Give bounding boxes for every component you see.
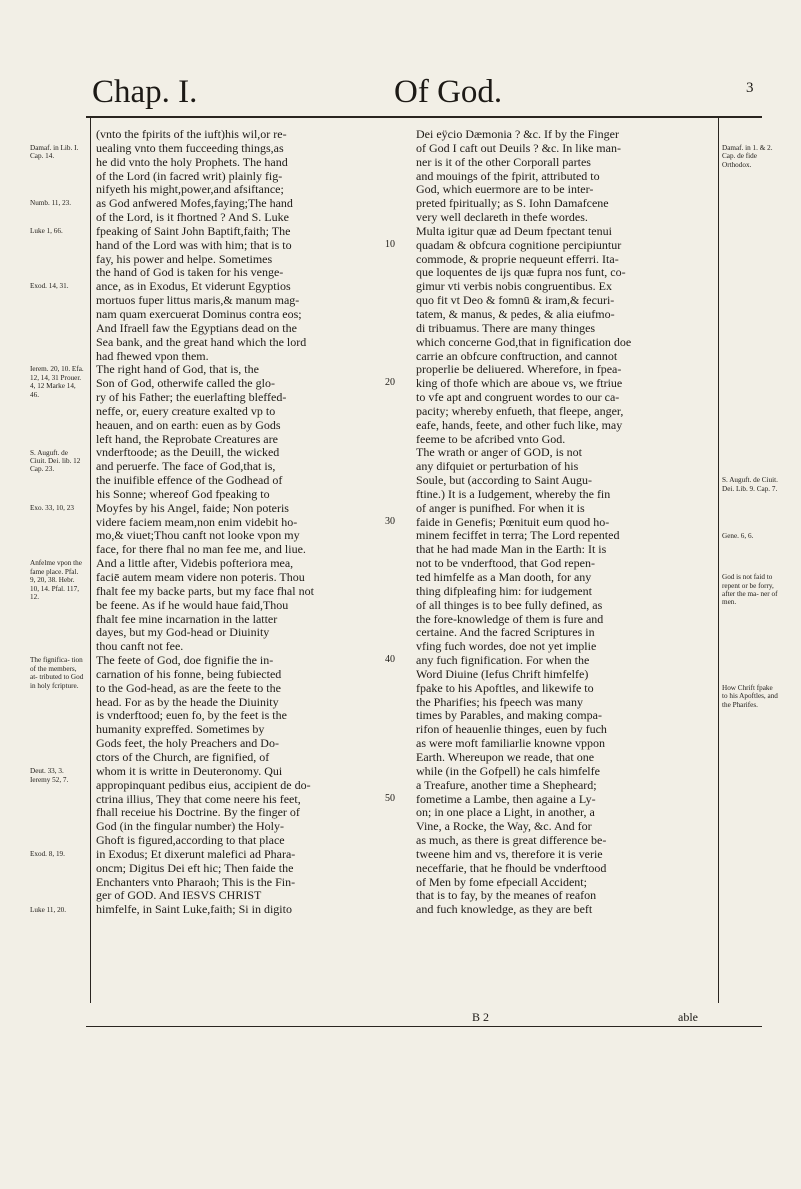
text-line: Enchanters vnto Pharaoh; This is the Fin- xyxy=(96,875,296,889)
margin-note: The fignifica- tion of the members, at- tributed to God in holy fcripture. xyxy=(30,656,84,690)
text-line: carnation of his fonne, being fubiected xyxy=(96,667,282,681)
text-line: Vine, a Rocke, the Way, &c. And for xyxy=(416,820,592,834)
right-text-column xyxy=(416,128,712,917)
text-line: fay, his power and helpe. Sometimes xyxy=(96,252,273,266)
text-line: eafe, hands, feete, and other fuch like, may xyxy=(416,418,623,432)
text-line: tatem, & manus, & pedes, & alia eiufmo- xyxy=(416,307,615,321)
text-line: ctors of the Church, are fignified, of xyxy=(96,750,270,764)
text-line: oncm; Digitus Dei eft hic; Then faide the xyxy=(96,861,294,875)
text-line: Gods feet, the holy Preachers and Do- xyxy=(96,737,279,751)
text-line: which concerne God,that in fignification doe xyxy=(416,335,632,349)
text-line: Moyfes by his Angel, faide; Non poteris xyxy=(96,501,289,515)
margin-note: How Chrift fpake to his Apoftles, and the Pharifes. xyxy=(722,684,778,709)
text-line: mo,& viuet;Thou canft not looke vpon my xyxy=(96,529,300,543)
text-line: quo fit vt Deo & fomnū & iram,& fecuri- xyxy=(416,294,615,308)
page-number: 3 xyxy=(746,80,754,96)
chapter-heading: Chap. I. xyxy=(92,74,198,110)
text-line: to the God-head, as are the feete to the xyxy=(96,681,281,695)
text-line: nam quam exercuerat Dominus contra eos; xyxy=(96,307,302,321)
text-line: commode, & proprie nequeunt efferri. Ita- xyxy=(416,252,619,266)
right-margin-rule xyxy=(718,118,719,1003)
text-line: times by Parables, and making compa- xyxy=(416,709,602,723)
text-line: hand of the Lord was with him; that is to xyxy=(96,238,292,252)
line-number: 50 xyxy=(385,792,395,804)
text-line: ted himfelfe as a Man dooth, for any xyxy=(416,571,592,584)
text-line: Ghoft is figured,according to that place xyxy=(96,834,285,848)
text-line: heauen, and on earth: euen as by Gods xyxy=(96,418,281,432)
text-line: fhalt fee my backe parts, but my face fhal not xyxy=(96,584,314,598)
text-line: he did vnto the holy Prophets. The hand xyxy=(96,155,288,169)
margin-note: Gene. 6, 6. xyxy=(722,531,754,540)
text-line: that is to fay, by the meanes of reafon xyxy=(416,889,597,903)
text-line: as much, as there is great difference be- xyxy=(416,834,607,848)
text-line: appropinquant pedibus eius, accipient de do- xyxy=(96,778,311,792)
header-rule xyxy=(86,116,762,118)
text-line: fhalt fee mine incarnation in the latter xyxy=(96,612,278,626)
text-line: and fuch knowledge, as they are beft xyxy=(416,903,593,917)
text-line: feeme to be afcribed vnto God. xyxy=(416,432,566,446)
text-line: as were moft familiarlie knowne vppon xyxy=(416,737,605,751)
text-line: que loquentes de ijs quæ fupra nos funt, co- xyxy=(416,266,626,280)
text-line: God, which euermore are to be inter- xyxy=(416,183,594,197)
text-line: whom it is writte in Deuteronomy. Qui xyxy=(96,764,283,778)
text-line: fpeaking of Saint John Baptift,faith; The xyxy=(96,224,291,238)
margin-note: Luke 1, 66. xyxy=(30,226,63,235)
text-line: very well declareth in thefe wordes. xyxy=(416,211,588,225)
text-line: uealing vnto them fucceeding things,as xyxy=(96,141,284,155)
text-line: gimur vti verbis nobis congruentibus. Ex xyxy=(416,280,612,294)
text-line: the fore-knowledge of them is fure and xyxy=(416,612,604,626)
margin-note: S. Auguft. de Ciuit. Dei. lib. 12 Cap. 23. xyxy=(30,448,81,474)
text-line: thou canft not fee. xyxy=(96,640,184,654)
margin-note: Exod. 8, 19. xyxy=(30,850,65,859)
margin-note: Damaf. in 1. & 2. Cap. de fide Orthodox. xyxy=(722,143,773,169)
text-line: in Exodus; Et dixerunt malefici ad Phara- xyxy=(96,847,296,861)
text-line: that he had made Man in the Earth: It is xyxy=(416,543,607,557)
text-line: fpake to his Apoftles, and likewife to xyxy=(416,681,594,695)
text-line: Sea bank, and the great hand which the lord xyxy=(96,335,307,349)
text-line: himfelfe, in Saint Luke,faith; Si in digito xyxy=(96,903,292,917)
text-line: Dei eÿcio Dæmonia ? &c. If by the Finger xyxy=(416,128,619,141)
text-line: ance, as in Exodus, Et viderunt Egyptios xyxy=(96,280,291,294)
text-line: neffe, or, euery creature exalted vp to xyxy=(96,404,276,418)
margin-note: Exod. 14, 31. xyxy=(30,282,69,291)
text-line: any difquiet or perturbation of his xyxy=(416,460,579,474)
text-line: king of thofe which are aboue vs, we ftriue xyxy=(416,377,623,391)
page-title: Of God. xyxy=(394,74,503,110)
text-line: while (in the Gofpell) he cals himfelfe xyxy=(416,764,600,778)
text-line: dayes, but my God-head or Diuinity xyxy=(96,626,270,640)
text-line: neceffarie, that he fhould be vnderftood xyxy=(416,861,607,875)
text-line: Son of God, otherwife called the glo- xyxy=(96,377,275,391)
text-line: carrie an obfcure conftruction, and cannot xyxy=(416,349,618,363)
text-line: a Treafure, another time a Shepheard; xyxy=(416,778,597,792)
text-line: faide in Genefis; Pœnituit eum quod ho- xyxy=(416,515,610,529)
text-line: not to be vnderftood, that God repen- xyxy=(416,557,595,571)
running-header xyxy=(86,72,761,114)
text-line: Soule, but (according to Saint Augu- xyxy=(416,474,592,488)
text-line: and mouings of the fpirit, attributed to xyxy=(416,169,600,183)
text-line: ger of GOD. And IESVS CHRIST xyxy=(96,889,262,903)
text-line: vfing fuch wordes, doe not yet implie xyxy=(416,640,597,654)
margin-note: Damaf. in Lib. I. Cap. 14. xyxy=(30,143,79,161)
left-margin-rule xyxy=(90,118,91,1003)
text-line: di tribuamus. There are many thinges xyxy=(416,321,596,335)
margin-note: Ierem. 20, 10. Efa. 12, 14, 31 Prouer. 4, 12 Marke 14, 46. xyxy=(30,365,84,399)
text-line: the inuifible effence of the Godhead of xyxy=(96,474,283,488)
text-line: The right hand of God, that is, the xyxy=(96,363,259,377)
text-line: ctrina illius, They that come neere his feet, xyxy=(96,792,301,806)
text-line: fometime a Lambe, then againe a Ly- xyxy=(416,792,596,806)
text-line: ner is it of the other Corporall partes xyxy=(416,155,591,169)
catchword: able xyxy=(678,1010,698,1024)
text-line: vnderftoode; as the Deuill, the wicked xyxy=(96,446,280,460)
text-line: head. For as by the heade the Diuinity xyxy=(96,695,279,709)
text-line: And Ifraell faw the Egyptians dead on the xyxy=(96,321,297,335)
margin-note: Numb. 11, 23. xyxy=(30,199,72,208)
line-number: 20 xyxy=(385,377,395,389)
text-line: as God anfwered Mofes,faying;The hand xyxy=(96,197,293,211)
text-line: The feete of God, doe fignifie the in- xyxy=(96,654,274,668)
text-line: of the Lord (in facred writ) plainly fig- xyxy=(96,169,283,183)
text-line: the hand of God is taken for his venge- xyxy=(96,266,284,280)
text-line: Earth. Whereupon we reade, that one xyxy=(416,750,595,764)
footer-rule xyxy=(86,1026,762,1027)
text-line: mortuos fuper littus maris,& manum mag- xyxy=(96,294,300,308)
text-line: left hand, the Reprobate Creatures are xyxy=(96,432,278,446)
text-line: the Pharifies; his fpeech was many xyxy=(416,695,583,709)
text-line: any fuch fignification. For when the xyxy=(416,654,590,668)
margin-note: Anfelme vpon the fame place. Pfal. 9, 20, 38. Hebr. 10, 14. Pfal. 117, 12. xyxy=(30,559,82,601)
text-line: of Men by fome efpeciall Accident; xyxy=(416,875,587,889)
text-line: minem feciffet in terra; The Lord repented xyxy=(416,529,620,543)
margin-note: Luke 11, 20. xyxy=(30,905,67,914)
text-line: ftine.) It is a Iudgement, whereby the fin xyxy=(416,487,611,501)
text-line: thing difpleafing him: for iudgement xyxy=(416,584,592,598)
margin-note: S. Auguft. de Ciuit. Dei. Lib. 9. Cap. 7. xyxy=(722,476,778,493)
text-line: be feene. As if he would haue faid,Thou xyxy=(96,598,289,612)
text-line: rifon of heauenlie thinges, euen by fuch xyxy=(416,723,607,737)
text-line: face, for there fhal no man fee me, and liue. xyxy=(96,543,306,557)
margin-note: Exo. 33, 10, 23 xyxy=(30,503,74,512)
text-line: of all thinges is to bee fully defined, as xyxy=(416,598,603,612)
text-line: humanity expreffed. Sometimes by xyxy=(96,723,265,737)
text-line: (vnto the fpirits of the iuft)his wil,or re- xyxy=(96,128,287,141)
text-line: on; in one place a Light, in another, a xyxy=(416,806,595,820)
text-line: God (in the fingular number) the Holy- xyxy=(96,820,284,834)
text-line: ry of his Father; the euerlafting bleffed- xyxy=(96,391,287,405)
text-line: nifyeth his might,power,and afsiftance; xyxy=(96,183,284,197)
left-text-column xyxy=(96,128,380,917)
text-line: And a little after, Videbis pofteriora mea, xyxy=(96,557,294,571)
text-line: preted fpiritually; as S. Iohn Damafcene xyxy=(416,197,609,211)
line-number: 10 xyxy=(385,238,395,250)
text-line: videre faciem meam,non enim videbit ho- xyxy=(96,515,298,529)
text-line: to vfe apt and congruent wordes to our ca- xyxy=(416,391,620,405)
text-line: properlie be deliuered. Wherefore, in fpea- xyxy=(416,363,622,377)
text-line: Multa igitur quæ ad Deum fpectant tenui xyxy=(416,224,612,238)
text-line: of anger is punifhed. For when it is xyxy=(416,501,585,515)
text-line: Word Diuine (Iefus Chrift himfelfe) xyxy=(416,667,589,681)
margin-note: Deut. 33, 3. Ieremy 52, 7. xyxy=(30,767,69,784)
signature-mark: B 2 xyxy=(472,1010,490,1024)
text-line: certaine. And the facred Scriptures in xyxy=(416,626,595,640)
text-line: is vnderftood; euen fo, by the feet is the xyxy=(96,709,287,723)
text-line: The wrath or anger of GOD, is not xyxy=(416,446,582,460)
text-line: fhall receiue his Doctrine. By the finger of xyxy=(96,806,300,820)
text-line: and peruerfe. The face of God,that is, xyxy=(96,460,276,474)
text-line: of the Lord, is it fhortned ? And S. Luke xyxy=(96,211,289,225)
text-line: tweene him and vs, therefore it is verie xyxy=(416,847,603,861)
line-number: 30 xyxy=(385,515,395,527)
text-line: quadam & obfcura cognitione percipiuntur xyxy=(416,238,622,252)
text-line: pacity; whereby enfueth, that fleepe, anger, xyxy=(416,404,624,418)
text-line: of God I caft out Deuils ? &c. In like man- xyxy=(416,141,621,155)
text-line: his Sonne; whereof God fpeaking to xyxy=(96,487,270,501)
text-line: had fhewed vpon them. xyxy=(96,349,209,363)
text-line: faciē autem meam videre non poteris. Thou xyxy=(96,571,305,584)
line-number: 40 xyxy=(385,654,395,666)
margin-note: God is not faid to repent or be forry, after the ma- ner of men. xyxy=(722,573,778,607)
